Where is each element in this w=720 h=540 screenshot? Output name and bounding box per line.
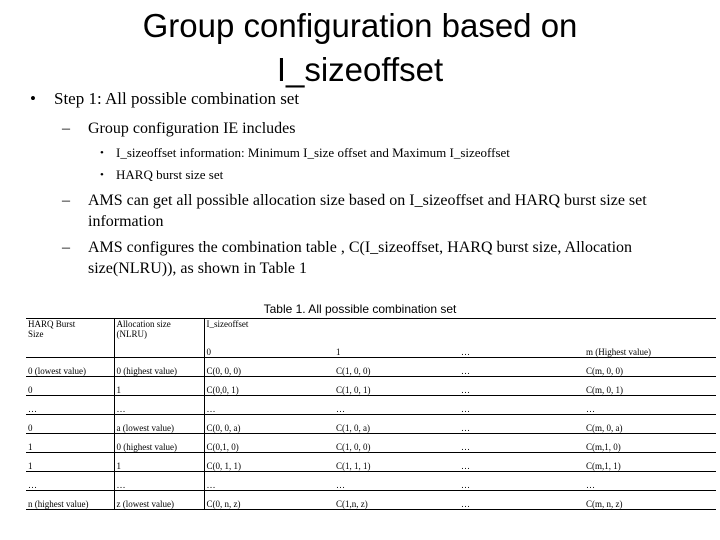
table-cell: C(1, 0, 0) [334,434,459,453]
table-cell: … [459,358,584,377]
table-cell: 0 (highest value) [114,434,204,453]
table-cell: … [459,453,584,472]
bullet-text: AMS can get all possible allocation size based on I_sizeoffset and HARQ burst size set information [88,192,647,230]
header-alloc: Allocation size (NLRU) [114,319,204,358]
bullet-dot: • [30,89,36,108]
bullet-dash: – [62,239,70,256]
table-cell: … [204,396,334,415]
table-cell: n (highest value) [26,491,114,510]
bullet-text: AMS configures the combination table , C(I_sizeoffset, HARQ burst size, Allocation size(NLRU)), as shown in Table 1 [88,239,633,277]
header-isize: I_sizeoffset [204,319,716,339]
header-col-ellipsis: … [461,347,470,357]
table-row [26,472,716,491]
table-cell: z (lowest value) [114,491,204,510]
table-cell: C(1, 0, 0) [334,358,459,377]
table-row [26,453,716,472]
table-cell: C(1, 0, a) [334,415,459,434]
table-cell: … [459,472,584,491]
table-cell: C(1, 0, 1) [334,377,459,396]
table-cell: C(m, 0, 1) [584,377,716,396]
table-cell: C(m, 0, a) [584,415,716,434]
table-cell: … [584,472,716,491]
table-cell: C(1, 1, 1) [334,453,459,472]
table-row [26,396,716,415]
header-col-1: 1 [336,347,341,357]
table-cell: C(0,0, 1) [204,377,334,396]
table-cell: 0 (lowest value) [26,358,114,377]
table-caption: Table 1. All possible combination set [263,302,457,316]
bullet-dot: • [100,147,104,159]
table-cell: … [26,396,114,415]
table-cell: … [584,396,716,415]
bullet-text: I_sizeoffset information: Minimum I_size offset and Maximum I_sizeoffset [116,145,510,160]
table-cell: … [459,434,584,453]
bullet-dash: – [62,192,70,209]
table-cell: C(m,1, 0) [584,434,716,453]
table-cell: a (lowest value) [114,415,204,434]
table-cell: C(m,1, 1) [584,453,716,472]
table-cell: C(m, n, z) [584,491,716,510]
table-cell: … [204,472,334,491]
bullet-dash: – [62,120,70,137]
table-cell: … [459,415,584,434]
table-cell: … [459,491,584,510]
table-cell: … [114,472,204,491]
table-cell: 1 [114,377,204,396]
table-row [26,415,716,434]
slide-title: Group configuration based on I_sizeoffset [142,7,578,88]
table-cell: C(0, 0, a) [204,415,334,434]
header-harq: HARQ Burst Size [26,319,114,358]
bullet-text: HARQ burst size set [116,167,224,182]
table-cell: … [334,472,459,491]
combination-table [26,318,716,510]
table-cell: … [26,472,114,491]
table-cell: 1 [26,453,114,472]
table-row [26,434,716,453]
table-cell: … [459,377,584,396]
table-row [26,491,716,510]
table-cell: 0 [26,377,114,396]
header-col-0: 0 [206,347,211,357]
bullet-text: Step 1: All possible combination set [54,89,300,108]
table-cell: C(m, 0, 0) [584,358,716,377]
bullet-text: Group configuration IE includes [88,120,296,137]
bullet-dot: • [100,169,104,181]
header-col-m: m (Highest value) [586,347,651,357]
table-cell: … [459,396,584,415]
table-row [26,377,716,396]
table-cell: 1 [114,453,204,472]
table-cell: 0 [26,415,114,434]
table-cell: … [334,396,459,415]
table-cell: 1 [26,434,114,453]
table-cell: … [114,396,204,415]
table-cell: 0 (highest value) [114,358,204,377]
table-cell: C(0, 0, 0) [204,358,334,377]
table-row [26,358,716,377]
table-cell: C(1,n, z) [334,491,459,510]
table-cell: C(0, n, z) [204,491,334,510]
table-header-row [26,319,716,339]
table-cell: C(0, 1, 1) [204,453,334,472]
table-cell: C(0,1, 0) [204,434,334,453]
